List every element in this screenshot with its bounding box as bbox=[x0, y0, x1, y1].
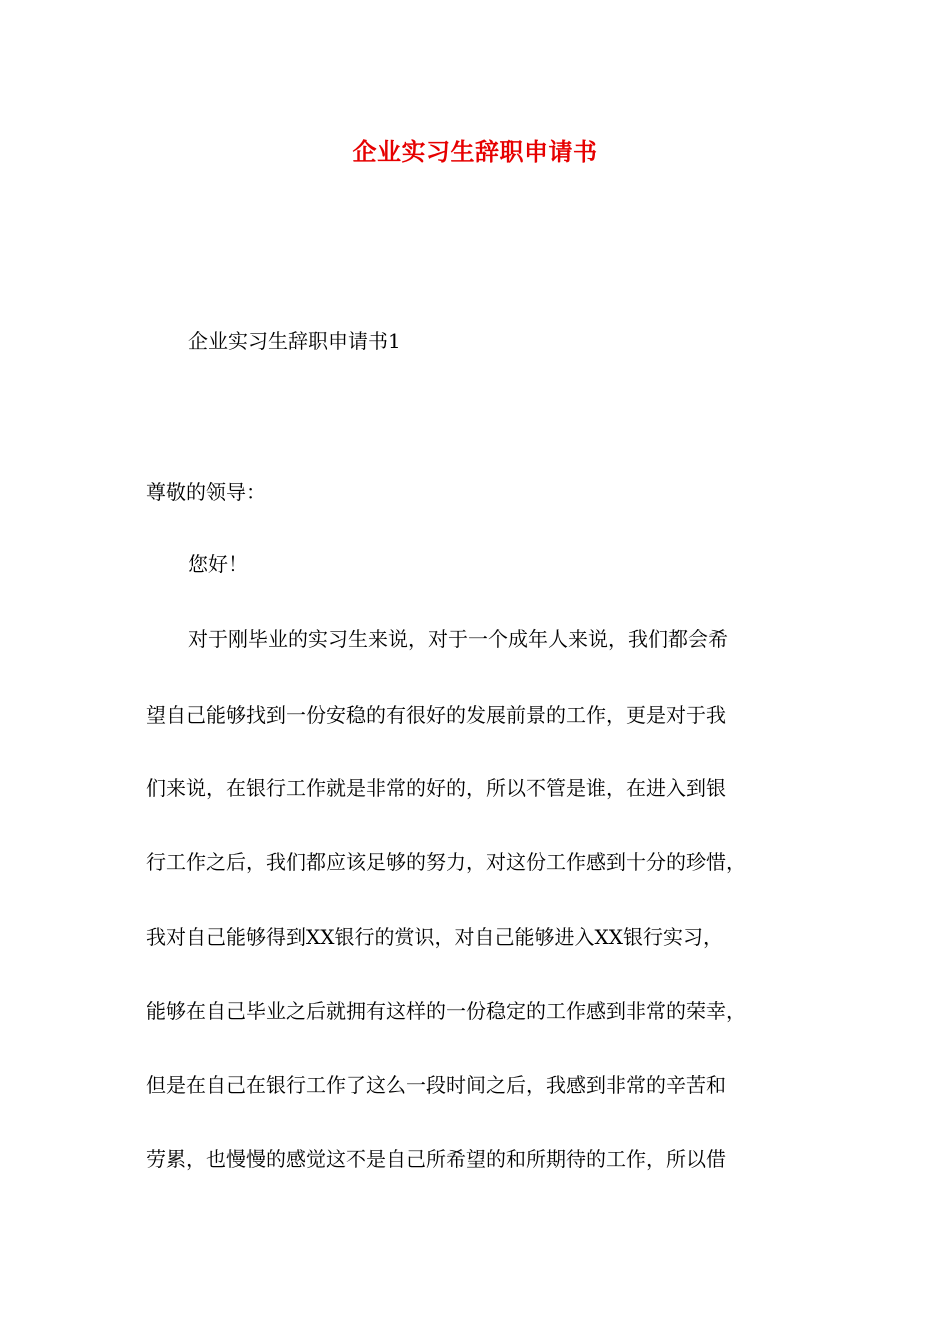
body-line-8: 劳累，也慢慢的感觉这不是自己所希望的和所期待的工作，所以借 bbox=[146, 1147, 726, 1171]
body-line-4: 行工作之后，我们都应该足够的努力，对这份工作感到十分的珍惜， bbox=[146, 850, 746, 874]
greeting: 您好！ bbox=[188, 552, 248, 576]
salutation: 尊敬的领导： bbox=[146, 480, 266, 504]
body-line-5: 我对自己能够得到XX银行的赏识，对自己能够进入XX银行实习， bbox=[146, 925, 723, 949]
body-line-1: 对于刚毕业的实习生来说，对于一个成年人来说，我们都会希 bbox=[188, 627, 728, 651]
body-line-6: 能够在自己毕业之后就拥有这样的一份稳定的工作感到非常的荣幸， bbox=[146, 999, 746, 1023]
document-title: 企业实习生辞职申请书 bbox=[352, 137, 598, 166]
body-line-7: 但是在自己在银行工作了这么一段时间之后，我感到非常的辛苦和 bbox=[146, 1073, 726, 1097]
document-subtitle: 企业实习生辞职申请书1 bbox=[188, 329, 401, 353]
body-line-2: 望自己能够找到一份安稳的有很好的发展前景的工作，更是对于我 bbox=[146, 703, 726, 727]
body-line-3: 们来说，在银行工作就是非常的好的，所以不管是谁，在进入到银 bbox=[146, 776, 726, 800]
